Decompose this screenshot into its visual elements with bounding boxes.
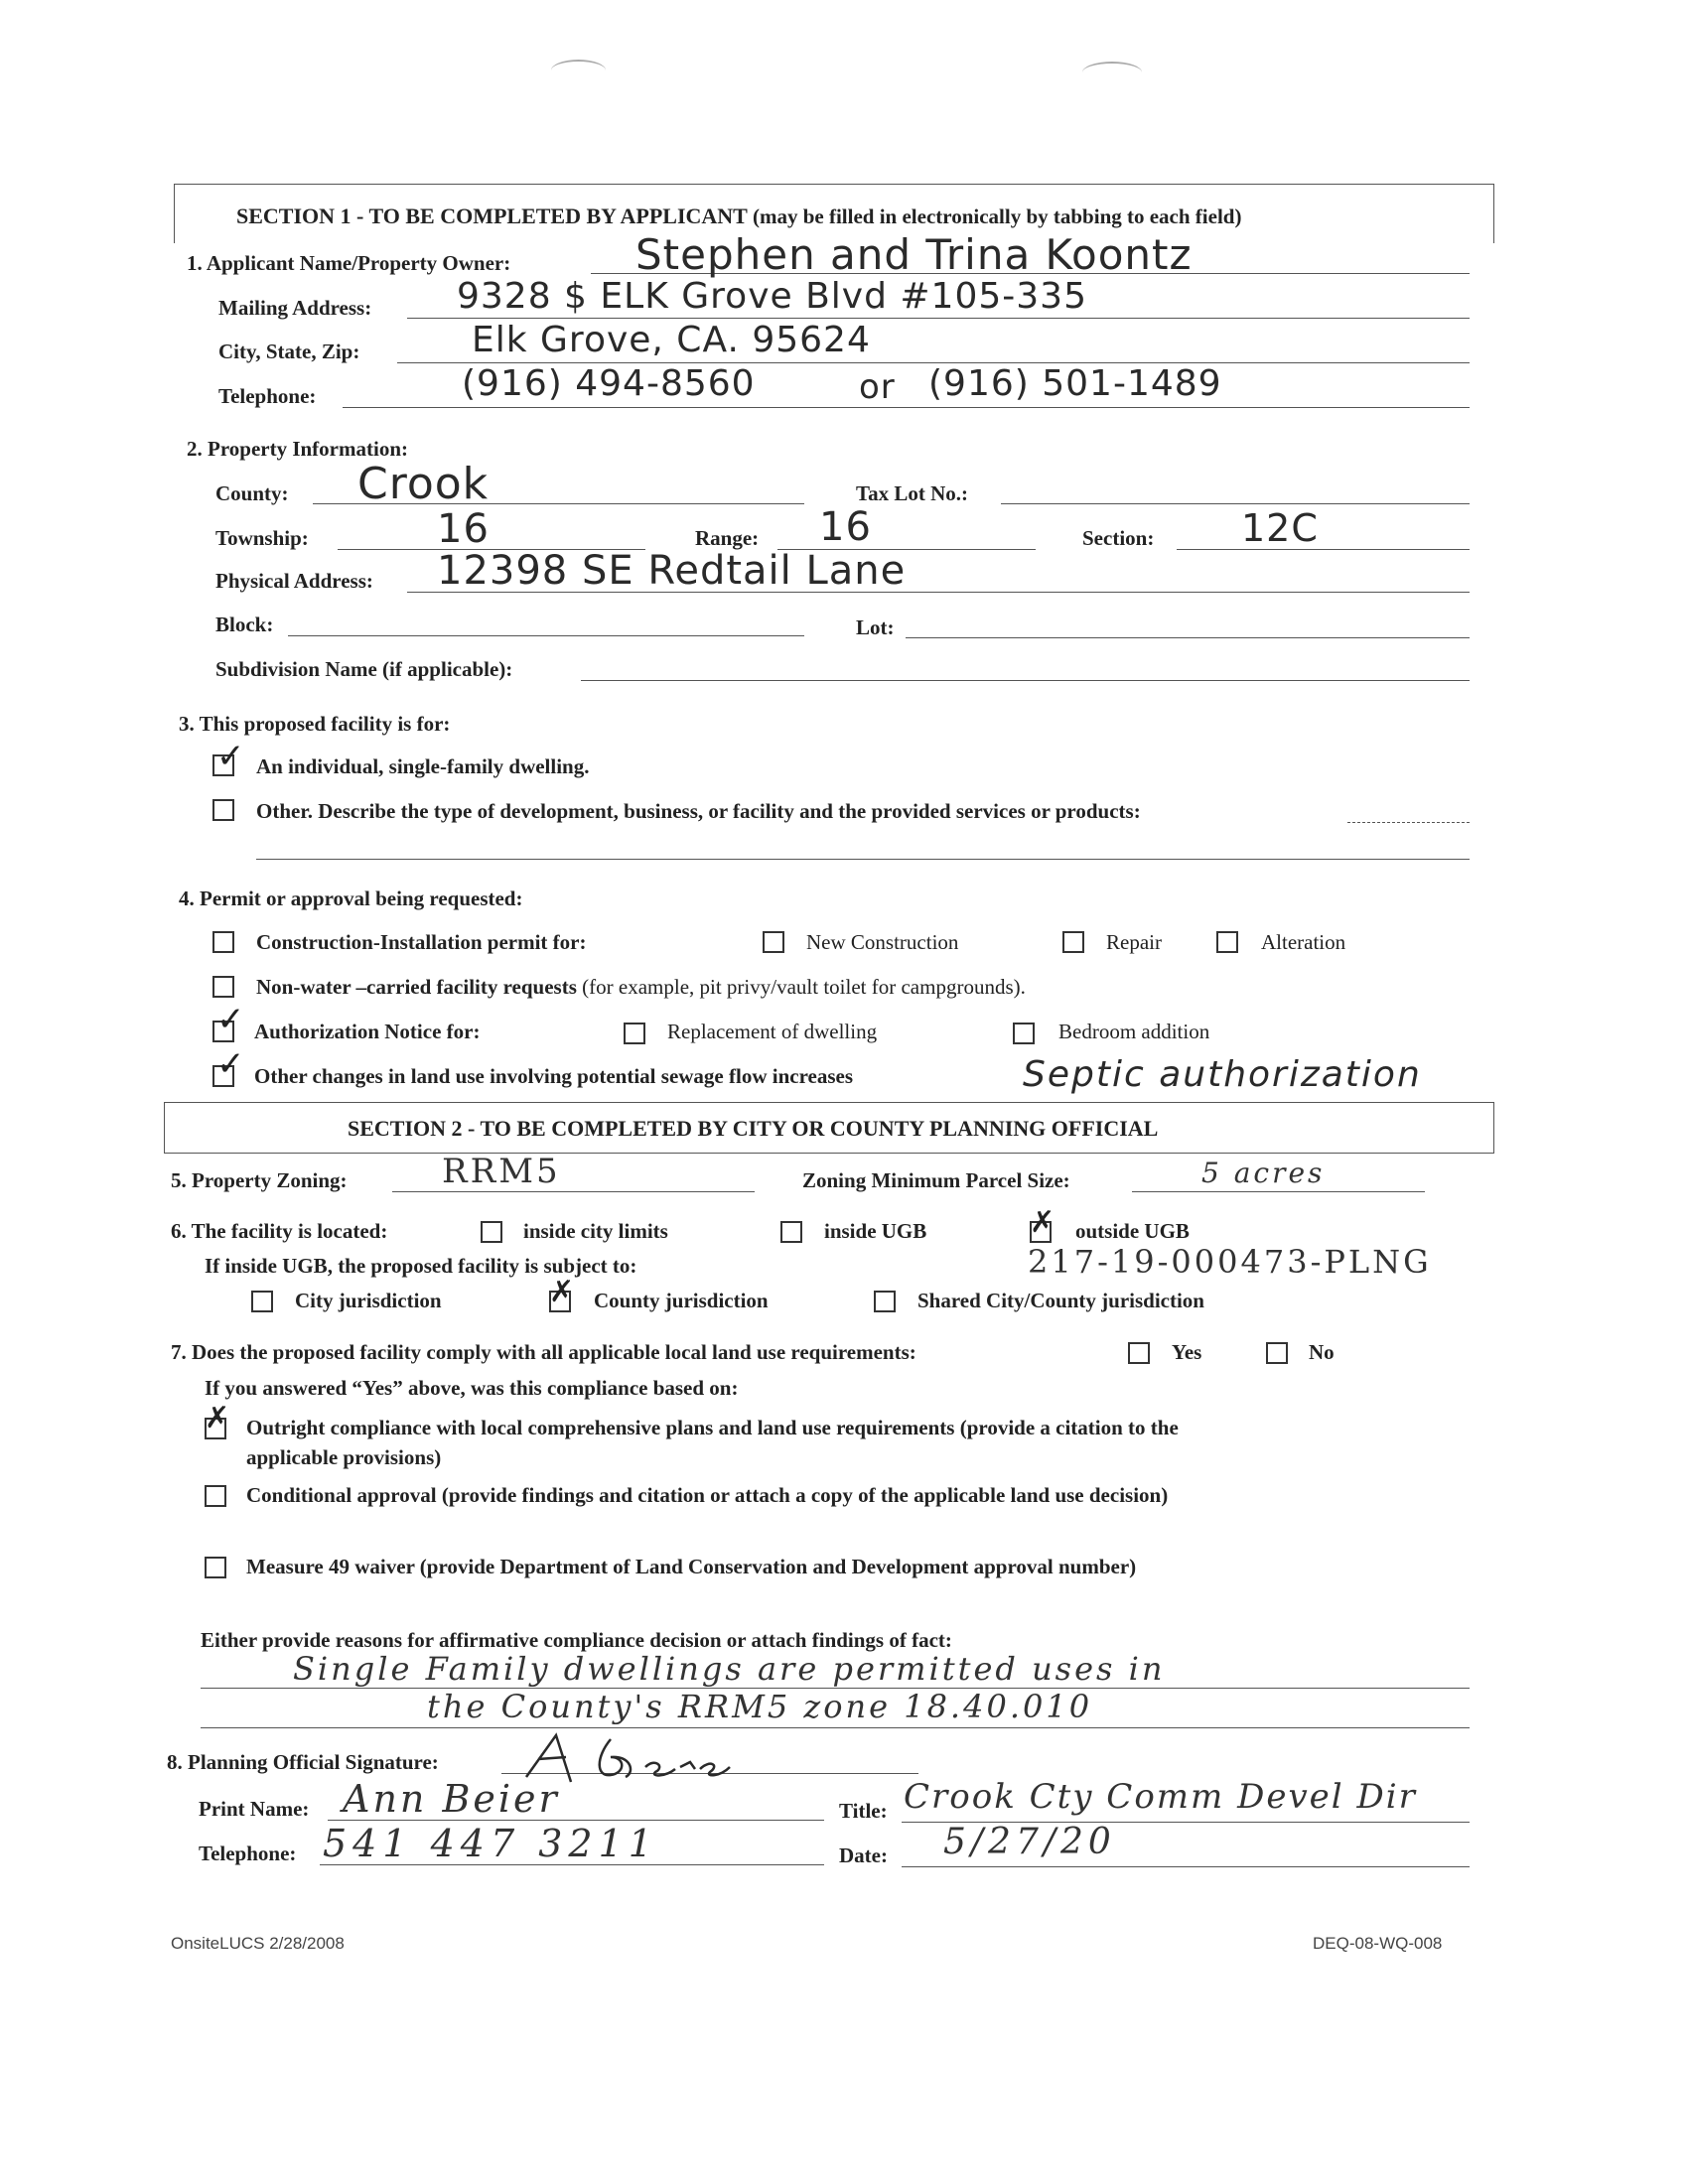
- physical-address-label: Physical Address:: [215, 569, 373, 593]
- repair-label: Repair: [1106, 930, 1162, 954]
- section-label: Section:: [1082, 526, 1155, 550]
- subdivision-label: Subdivision Name (if applicable):: [215, 657, 513, 681]
- telephone-label: Telephone:: [218, 384, 317, 408]
- print-name-label: Print Name:: [199, 1797, 310, 1821]
- lot-line: [906, 637, 1470, 638]
- telephone-line: [343, 407, 1470, 408]
- county-value[interactable]: Crook: [357, 459, 490, 509]
- section-value[interactable]: 12C: [1241, 506, 1319, 550]
- township-label: Township:: [215, 526, 309, 550]
- other-changes-label: Other changes in land use involving potential sewage flow increases: [254, 1064, 854, 1088]
- other-facility-line-2: [256, 859, 1470, 860]
- other-facility-line-1: [1347, 822, 1470, 823]
- alteration-label: Alteration: [1261, 930, 1346, 954]
- title-label: Title:: [839, 1799, 888, 1823]
- repair-checkbox[interactable]: [1062, 931, 1084, 953]
- signature-mark: [516, 1727, 814, 1787]
- range-label: Range:: [695, 526, 760, 550]
- applicant-name-value[interactable]: Stephen and Trina Koontz: [635, 230, 1193, 279]
- applicant-name-label: 1. Applicant Name/Property Owner:: [187, 251, 511, 275]
- single-family-check-mark: ✓: [216, 737, 245, 776]
- outright-compliance-check-mark: ✗: [205, 1401, 230, 1435]
- date-value[interactable]: 5/27/20: [943, 1822, 1116, 1862]
- scan-mark: [551, 60, 606, 81]
- outside-ugb-label: outside UGB: [1075, 1219, 1190, 1243]
- comply-yes-label: Yes: [1172, 1340, 1202, 1364]
- telephone-or: or: [859, 367, 896, 407]
- subdivision-line: [581, 680, 1470, 681]
- reasons-label: Either provide reasons for affirmative compliance decision or attach findings of fact:: [201, 1628, 952, 1652]
- date-line: [902, 1866, 1470, 1867]
- replacement-dwelling-checkbox[interactable]: [624, 1023, 645, 1044]
- section1-title: SECTION 1 - TO BE COMPLETED BY APPLICANT (may be filled in electronically by tabbing to each field): [236, 204, 1242, 228]
- county-jurisdiction-check-mark: ✗: [549, 1275, 575, 1309]
- new-construction-label: New Construction: [806, 930, 959, 954]
- min-parcel-size-value[interactable]: 5 acres: [1201, 1157, 1326, 1189]
- new-construction-checkbox[interactable]: [763, 931, 784, 953]
- alteration-checkbox[interactable]: [1216, 931, 1238, 953]
- city-state-zip-value[interactable]: Elk Grove, CA. 95624: [472, 320, 871, 360]
- range-value[interactable]: 16: [819, 504, 872, 550]
- conditional-approval-label: Conditional approval (provide findings and citation or attach a copy of the applicable land use decision): [246, 1483, 1169, 1507]
- reasons-value-2[interactable]: the County's RRM5 zone 18.40.010: [427, 1688, 1093, 1725]
- measure49-label: Measure 49 waiver (provide Department of Land Conservation and Development approval number): [246, 1555, 1137, 1578]
- other-changes-check-mark: ✓: [216, 1044, 245, 1084]
- section2-title: SECTION 2 - TO BE COMPLETED BY CITY OR COUNTY PLANNING OFFICIAL: [348, 1116, 1159, 1141]
- reasons-line-2: [201, 1727, 1470, 1728]
- official-telephone-value[interactable]: 541 447 3211: [323, 1822, 658, 1865]
- outright-compliance-label-2: applicable provisions): [246, 1445, 442, 1469]
- physical-address-value[interactable]: 12398 SE Redtail Lane: [437, 548, 907, 594]
- section1-note: (may be filled in electronically by tabbing to each field): [752, 205, 1242, 228]
- telephone-value-1[interactable]: (916) 494-8560: [462, 363, 756, 404]
- city-state-zip-label: City, State, Zip:: [218, 340, 360, 363]
- footer-form-id: OnsiteLUCS 2/28/2008: [171, 1934, 345, 1953]
- print-name-value[interactable]: Ann Beier: [343, 1777, 560, 1821]
- shared-jurisdiction-label: Shared City/County jurisdiction: [917, 1289, 1204, 1312]
- official-telephone-label: Telephone:: [199, 1842, 297, 1865]
- comply-question-label: 7. Does the proposed facility comply with all applicable local land use requirements:: [171, 1340, 916, 1364]
- telephone-value-2[interactable]: (916) 501-1489: [928, 363, 1222, 404]
- bedroom-addition-checkbox[interactable]: [1013, 1023, 1035, 1044]
- facility-for-label: 3. This proposed facility is for:: [179, 712, 451, 736]
- city-jurisdiction-checkbox[interactable]: [251, 1291, 273, 1312]
- nonwater-label: Non-water –carried facility requests (for example, pit privy/vault toilet for campgrounds).: [256, 975, 1026, 999]
- authorization-notice-label: Authorization Notice for:: [254, 1020, 481, 1043]
- tax-lot-line: [1001, 503, 1470, 504]
- lot-label: Lot:: [856, 615, 895, 639]
- date-label: Date:: [839, 1843, 888, 1867]
- block-label: Block:: [215, 613, 274, 636]
- other-changes-value[interactable]: Septic authorization: [1023, 1054, 1422, 1095]
- inside-ugb-label: inside UGB: [824, 1219, 927, 1243]
- outside-ugb-check-mark: ✗: [1030, 1205, 1055, 1240]
- township-value[interactable]: 16: [437, 506, 490, 552]
- property-zoning-label: 5. Property Zoning:: [171, 1168, 348, 1192]
- county-label: County:: [215, 481, 289, 505]
- comply-yes-checkbox[interactable]: [1128, 1342, 1150, 1364]
- title-value[interactable]: Crook Cty Comm Devel Dir: [904, 1777, 1417, 1817]
- mailing-address-label: Mailing Address:: [218, 296, 372, 320]
- construction-checkbox[interactable]: [212, 931, 234, 953]
- min-parcel-size-line: [1132, 1191, 1425, 1192]
- block-line: [288, 635, 804, 636]
- comply-no-checkbox[interactable]: [1266, 1342, 1288, 1364]
- mailing-address-line: [407, 318, 1470, 319]
- section-line: [1177, 549, 1470, 550]
- mailing-address-value[interactable]: 9328 $ ELK Grove Blvd #105-335: [457, 276, 1087, 317]
- construction-label: Construction-Installation permit for:: [256, 930, 587, 954]
- inside-ugb-checkbox[interactable]: [780, 1221, 802, 1243]
- county-jurisdiction-label: County jurisdiction: [594, 1289, 769, 1312]
- outright-compliance-label-1: Outright compliance with local comprehensive plans and land use requirements (provide a citation to the: [246, 1416, 1179, 1439]
- replacement-dwelling-label: Replacement of dwelling: [667, 1020, 878, 1043]
- permit-requested-label: 4. Permit or approval being requested:: [179, 887, 523, 910]
- facility-located-label: 6. The facility is located:: [171, 1219, 388, 1243]
- if-yes-label: If you answered “Yes” above, was this compliance based on:: [205, 1376, 739, 1400]
- other-facility-label: Other. Describe the type of development, business, or facility and the provided services or products:: [256, 799, 1141, 823]
- city-jurisdiction-label: City jurisdiction: [295, 1289, 442, 1312]
- scan-mark: [1082, 62, 1142, 83]
- single-family-label: An individual, single-family dwelling.: [256, 754, 590, 778]
- bedroom-addition-label: Bedroom addition: [1058, 1020, 1210, 1043]
- shared-jurisdiction-checkbox[interactable]: [874, 1291, 896, 1312]
- file-number-value[interactable]: 217-19-000473-PLNG: [1028, 1243, 1432, 1281]
- footer-deq-number: DEQ-08-WQ-008: [1313, 1934, 1443, 1953]
- comply-no-label: No: [1309, 1340, 1335, 1364]
- tax-lot-label: Tax Lot No.:: [856, 481, 968, 505]
- property-zoning-value[interactable]: RRM5: [442, 1152, 561, 1191]
- signature-label: 8. Planning Official Signature:: [167, 1750, 439, 1774]
- inside-city-checkbox[interactable]: [481, 1221, 502, 1243]
- other-facility-checkbox[interactable]: [212, 799, 234, 821]
- measure49-checkbox[interactable]: [205, 1557, 226, 1578]
- authorization-notice-check-mark: ✓: [216, 1000, 245, 1039]
- property-zoning-line: [392, 1191, 755, 1192]
- inside-city-label: inside city limits: [523, 1219, 668, 1243]
- min-parcel-size-label: Zoning Minimum Parcel Size:: [802, 1168, 1070, 1192]
- property-info-label: 2. Property Information:: [187, 437, 408, 461]
- nonwater-checkbox[interactable]: [212, 976, 234, 998]
- subject-to-label: If inside UGB, the proposed facility is subject to:: [205, 1254, 637, 1278]
- nonwater-example: (for example, pit privy/vault toilet for campgrounds).: [582, 975, 1026, 999]
- reasons-value-1[interactable]: Single Family dwellings are permitted uses in: [293, 1650, 1166, 1688]
- conditional-approval-checkbox[interactable]: [205, 1485, 226, 1507]
